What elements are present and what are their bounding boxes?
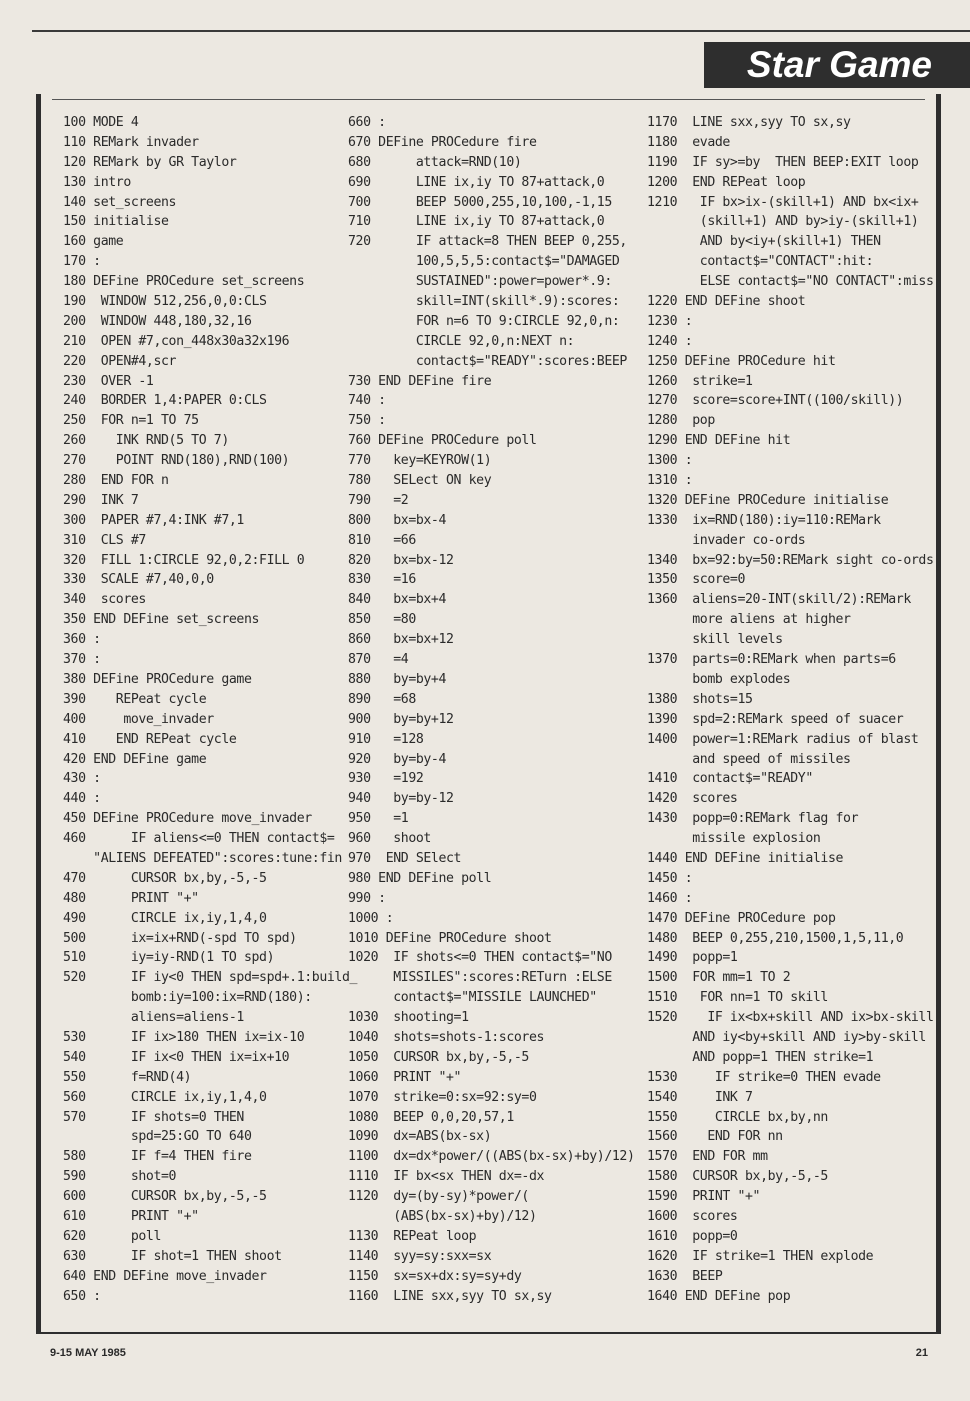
code-line: 340 scores bbox=[63, 592, 146, 608]
code-line: 470 CURSOR bx,by,-5,-5 bbox=[63, 870, 267, 886]
code-line: 740 : bbox=[348, 393, 386, 409]
code-line: 1540 INK 7 bbox=[647, 1089, 753, 1105]
code-line: 1170 LINE sxx,syy TO sx,sy bbox=[647, 115, 851, 130]
code-line: 1410 contact$="READY" bbox=[647, 771, 813, 787]
code-line: contact$="CONTACT":hit: bbox=[647, 254, 874, 270]
issue-date: 9-15 MAY 1985 bbox=[50, 1347, 126, 1359]
code-line: 1240 : bbox=[647, 333, 693, 349]
code-line: 1080 BEEP 0,0,20,57,1 bbox=[348, 1109, 514, 1125]
code-line: 320 FILL 1:CIRCLE 92,0,2:FILL 0 bbox=[63, 552, 305, 568]
code-line: 800 bx=bx-4 bbox=[348, 512, 447, 528]
code-line: 460 IF aliens<=0 THEN contact$= bbox=[63, 831, 335, 847]
code-line: 370 : bbox=[63, 652, 101, 668]
code-line: 400 move_invader bbox=[63, 711, 214, 727]
code-line: 1510 FOR nn=1 TO skill bbox=[647, 990, 828, 1006]
code-line: 750 : bbox=[348, 413, 386, 429]
code-line: 1160 LINE sxx,syy TO sx,sy bbox=[348, 1288, 552, 1304]
code-line: 1070 strike=0:sx=92:sy=0 bbox=[348, 1089, 537, 1105]
code-line: AND popp=1 THEN strike=1 bbox=[647, 1049, 874, 1065]
code-line: 650 : bbox=[63, 1288, 101, 1304]
code-line: 1440 END DEFine initialise bbox=[647, 850, 844, 866]
code-line: 960 shoot bbox=[348, 831, 431, 847]
code-line: AND by<iy+(skill+1) THEN bbox=[647, 234, 881, 250]
code-line: 200 WINDOW 448,180,32,16 bbox=[63, 313, 252, 329]
code-line: contact$="MISSILE LAUNCHED" bbox=[348, 990, 597, 1006]
code-line: 1130 REPeat loop bbox=[348, 1228, 477, 1244]
code-line: 1390 spd=2:REMark speed of suacer bbox=[647, 711, 904, 727]
code-line: 1270 score=score+INT((100/skill)) bbox=[647, 393, 904, 409]
code-line: 1340 bx=92:by=50:REMark sight co-ords bbox=[647, 552, 934, 568]
code-line: 830 =16 bbox=[348, 572, 416, 588]
code-line: 760 DEFine PROCedure poll bbox=[348, 433, 537, 449]
code-line: 1630 BEEP bbox=[647, 1268, 723, 1284]
code-line: 770 key=KEYROW(1) bbox=[348, 453, 492, 469]
code-line: 1550 CIRCLE bx,by,nn bbox=[647, 1109, 828, 1125]
code-line: 1460 : bbox=[647, 890, 693, 906]
code-line: more aliens at higher bbox=[647, 612, 851, 628]
code-line: 520 IF iy<0 THEN spd=spd+.1:build_ bbox=[63, 970, 358, 986]
code-line: 280 END FOR n bbox=[63, 473, 169, 489]
code-line: 290 INK 7 bbox=[63, 492, 139, 508]
code-line: 1000 : bbox=[348, 910, 394, 926]
code-line: 300 PAPER #7,4:INK #7,1 bbox=[63, 512, 244, 528]
top-rule bbox=[32, 30, 970, 32]
section-banner: Star Game bbox=[704, 42, 970, 88]
code-line: 1010 DEFine PROCedure shoot bbox=[348, 930, 552, 946]
code-line: 720 IF attack=8 THEN BEEP 0,255, bbox=[348, 234, 627, 250]
listing-top-rule bbox=[52, 99, 925, 100]
code-line: 270 POINT RND(180),RND(100) bbox=[63, 453, 290, 469]
code-line: skill=INT(skill*.9):scores: bbox=[348, 294, 620, 310]
code-line: skill levels bbox=[647, 632, 783, 648]
code-line: 1060 PRINT "+" bbox=[348, 1069, 462, 1085]
code-line: 1610 popp=0 bbox=[647, 1228, 738, 1244]
code-line: 700 BEEP 5000,255,10,100,-1,15 bbox=[348, 194, 612, 210]
listing-column-3 bbox=[647, 113, 937, 1306]
code-line: 550 f=RND(4) bbox=[63, 1069, 192, 1085]
code-line: 730 END DEFine fire bbox=[348, 373, 492, 389]
code-line: 1590 PRINT "+" bbox=[647, 1189, 761, 1205]
code-line: 660 : bbox=[348, 115, 386, 130]
code-line: 120 REMark by GR Taylor bbox=[63, 154, 237, 170]
code-line: 440 : bbox=[63, 791, 101, 807]
code-line: 1320 DEFine PROCedure initialise bbox=[647, 492, 889, 508]
code-line: 140 set_screens bbox=[63, 194, 177, 210]
page-number: 21 bbox=[915, 1347, 928, 1359]
code-line: 860 bx=bx+12 bbox=[348, 632, 454, 648]
code-line: 350 END DEFine set_screens bbox=[63, 612, 260, 628]
code-line: 580 IF f=4 THEN fire bbox=[63, 1149, 252, 1165]
code-line: 600 CURSOR bx,by,-5,-5 bbox=[63, 1189, 267, 1205]
code-line: 500 ix=ix+RND(-spd TO spd) bbox=[63, 930, 297, 946]
code-line: 790 =2 bbox=[348, 492, 409, 508]
code-line: 850 =80 bbox=[348, 612, 416, 628]
code-line: 130 intro bbox=[63, 174, 131, 190]
code-line: 170 : bbox=[63, 254, 101, 270]
code-line: 1050 CURSOR bx,by,-5,-5 bbox=[348, 1049, 529, 1065]
code-line: 1520 IF ix<bx+skill AND ix>bx-skill bbox=[647, 1010, 934, 1026]
code-line: 1180 evade bbox=[647, 134, 730, 150]
code-line: FOR n=6 TO 9:CIRCLE 92,0,n: bbox=[348, 313, 620, 329]
code-line: 1150 sx=sx+dx:sy=sy+dy bbox=[348, 1268, 522, 1284]
code-line: 1200 END REPeat loop bbox=[647, 174, 806, 190]
code-line: 1210 IF bx>ix-(skill+1) AND bx<ix+ bbox=[647, 194, 919, 210]
code-line: 1100 dx=dx*power/((ABS(bx-sx)+by)/12) bbox=[348, 1149, 635, 1165]
code-line: "ALIENS DEFEATED":scores:tune:fin bbox=[63, 850, 342, 866]
code-line: 1450 : bbox=[647, 870, 693, 886]
code-line: 250 FOR n=1 TO 75 bbox=[63, 413, 199, 429]
code-line: 510 iy=iy-RND(1 TO spd) bbox=[63, 950, 275, 966]
code-line: 1500 FOR mm=1 TO 2 bbox=[647, 970, 791, 986]
code-line: 1120 dy=(by-sy)*power/( bbox=[348, 1189, 529, 1205]
code-line: missile explosion bbox=[647, 831, 821, 847]
code-line: MISSILES":scores:RETurn :ELSE bbox=[348, 970, 612, 986]
code-line: 1360 aliens=20-INT(skill/2):REMark bbox=[647, 592, 911, 608]
code-line: 1620 IF strike=1 THEN explode bbox=[647, 1248, 874, 1264]
code-line: 1580 CURSOR bx,by,-5,-5 bbox=[647, 1169, 828, 1185]
code-line: 1310 : bbox=[647, 473, 693, 489]
listing-column-1 bbox=[63, 113, 358, 1306]
code-line: 1420 scores bbox=[647, 791, 738, 807]
code-line: 480 PRINT "+" bbox=[63, 890, 199, 906]
code-line: 1370 parts=0:REMark when parts=6 bbox=[647, 652, 896, 668]
code-line: 780 SELect ON key bbox=[348, 473, 492, 489]
code-line: 1560 END FOR nn bbox=[647, 1129, 783, 1145]
code-line: 620 poll bbox=[63, 1228, 162, 1244]
code-line: SUSTAINED":power=power*.9: bbox=[348, 274, 612, 290]
code-line: 980 END DEFine poll bbox=[348, 870, 492, 886]
code-line: 1600 scores bbox=[647, 1208, 738, 1224]
code-line: 610 PRINT "+" bbox=[63, 1208, 199, 1224]
code-line: spd=25:GO TO 640 bbox=[63, 1129, 252, 1145]
code-line: 1330 ix=RND(180):iy=110:REMark bbox=[647, 512, 881, 528]
listing-column-2 bbox=[348, 113, 640, 1306]
code-line: 1110 IF bx<sx THEN dx=-dx bbox=[348, 1169, 545, 1185]
code-line: (ABS(bx-sx)+by)/12) bbox=[348, 1208, 537, 1224]
code-line: 1220 END DEFine shoot bbox=[647, 294, 806, 310]
code-line: 890 =68 bbox=[348, 691, 416, 707]
code-line: CIRCLE 92,0,n:NEXT n: bbox=[348, 333, 575, 349]
code-line: 640 END DEFine move_invader bbox=[63, 1268, 267, 1284]
code-line: 870 =4 bbox=[348, 652, 409, 668]
code-line: 310 CLS #7 bbox=[63, 532, 146, 548]
code-line: 810 =66 bbox=[348, 532, 416, 548]
code-line: 380 DEFine PROCedure game bbox=[63, 671, 252, 687]
code-line: 670 DEFine PROCedure fire bbox=[348, 134, 537, 150]
code-line: 220 OPEN#4,scr bbox=[63, 353, 177, 369]
code-line: 450 DEFine PROCedure move_invader bbox=[63, 811, 312, 827]
code-line: 710 LINE ix,iy TO 87+attack,0 bbox=[348, 214, 605, 230]
code-line: 630 IF shot=1 THEN shoot bbox=[63, 1248, 282, 1264]
code-line: 950 =1 bbox=[348, 811, 409, 827]
code-line: 570 IF shots=0 THEN bbox=[63, 1109, 244, 1125]
code-line: 210 OPEN #7,con_448x30a32x196 bbox=[63, 333, 290, 349]
code-line: 1380 shots=15 bbox=[647, 691, 753, 707]
code-line: invader co-ords bbox=[647, 532, 806, 548]
code-line: 680 attack=RND(10) bbox=[348, 154, 522, 170]
code-line: 540 IF ix<0 THEN ix=ix+10 bbox=[63, 1049, 290, 1065]
code-line: 930 =192 bbox=[348, 771, 424, 787]
code-line: 240 BORDER 1,4:PAPER 0:CLS bbox=[63, 393, 267, 409]
code-line: 360 : bbox=[63, 632, 101, 648]
code-line: 180 DEFine PROCedure set_screens bbox=[63, 274, 305, 290]
code-line: 1570 END FOR mm bbox=[647, 1149, 768, 1165]
code-line: 900 by=by+12 bbox=[348, 711, 454, 727]
code-line: 110 REMark invader bbox=[63, 134, 199, 150]
code-line: 1430 popp=0:REMark flag for bbox=[647, 811, 859, 827]
code-line: AND iy<by+skill AND iy>by-skill bbox=[647, 1029, 926, 1045]
code-line: 690 LINE ix,iy TO 87+attack,0 bbox=[348, 174, 605, 190]
code-line: 1140 syy=sy:sxx=sx bbox=[348, 1248, 492, 1264]
code-line: and speed of missiles bbox=[647, 751, 851, 767]
code-line: 560 CIRCLE ix,iy,1,4,0 bbox=[63, 1089, 267, 1105]
code-line: ELSE contact$="NO CONTACT":miss bbox=[647, 274, 934, 290]
code-line: 160 game bbox=[63, 234, 124, 250]
code-line: 840 bx=bx+4 bbox=[348, 592, 447, 608]
code-line: 910 =128 bbox=[348, 731, 424, 747]
code-line: 1350 score=0 bbox=[647, 572, 746, 588]
code-line: bomb explodes bbox=[647, 671, 791, 687]
code-line: 230 OVER -1 bbox=[63, 373, 154, 389]
code-line: 920 by=by-4 bbox=[348, 751, 447, 767]
code-line: (skill+1) AND by>iy-(skill+1) bbox=[647, 214, 919, 230]
code-line: 1020 IF shots<=0 THEN contact$="NO bbox=[348, 950, 612, 966]
code-line: 410 END REPeat cycle bbox=[63, 731, 237, 747]
code-line: 1040 shots=shots-1:scores bbox=[348, 1029, 545, 1045]
code-line: 1470 DEFine PROCedure pop bbox=[647, 910, 836, 926]
code-line: 1400 power=1:REMark radius of blast bbox=[647, 731, 919, 747]
code-line: 1490 popp=1 bbox=[647, 950, 738, 966]
code-line: 1090 dx=ABS(bx-sx) bbox=[348, 1129, 492, 1145]
code-line: 1250 DEFine PROCedure hit bbox=[647, 353, 836, 369]
code-line: 1640 END DEFine pop bbox=[647, 1288, 791, 1304]
code-line: 1480 BEEP 0,255,210,1500,1,5,11,0 bbox=[647, 930, 904, 946]
code-line: 1030 shooting=1 bbox=[348, 1010, 469, 1026]
code-line: 530 IF ix>180 THEN ix=ix-10 bbox=[63, 1029, 305, 1045]
code-line: 1280 pop bbox=[647, 413, 715, 429]
code-line: 1300 : bbox=[647, 453, 693, 469]
code-line: 190 WINDOW 512,256,0,0:CLS bbox=[63, 294, 267, 310]
code-line: 1290 END DEFine hit bbox=[647, 433, 791, 449]
code-line: 970 END SElect bbox=[348, 850, 462, 866]
code-line: 430 : bbox=[63, 771, 101, 787]
code-line: 990 : bbox=[348, 890, 386, 906]
code-line: 100,5,5,5:contact$="DAMAGED bbox=[348, 254, 620, 270]
code-line: 1190 IF sy>=by THEN BEEP:EXIT loop bbox=[647, 154, 919, 170]
code-line: 1530 IF strike=0 THEN evade bbox=[647, 1069, 881, 1085]
code-line: bomb:iy=100:ix=RND(180): bbox=[63, 990, 312, 1006]
code-line: 820 bx=bx-12 bbox=[348, 552, 454, 568]
code-line: 490 CIRCLE ix,iy,1,4,0 bbox=[63, 910, 267, 926]
code-line: 390 REPeat cycle bbox=[63, 691, 207, 707]
code-line: 330 SCALE #7,40,0,0 bbox=[63, 572, 214, 588]
code-line: contact$="READY":scores:BEEP bbox=[348, 353, 627, 369]
code-line: 100 MODE 4 bbox=[63, 115, 139, 130]
code-line: 420 END DEFine game bbox=[63, 751, 207, 767]
code-line: 1260 strike=1 bbox=[647, 373, 753, 389]
code-line: 880 by=by+4 bbox=[348, 671, 447, 687]
code-line: 1230 : bbox=[647, 313, 693, 329]
code-line: 260 INK RND(5 TO 7) bbox=[63, 433, 229, 449]
code-line: 150 initialise bbox=[63, 214, 169, 230]
code-line: aliens=aliens-1 bbox=[63, 1010, 244, 1026]
code-line: 940 by=by-12 bbox=[348, 791, 454, 807]
code-line: 590 shot=0 bbox=[63, 1169, 177, 1185]
